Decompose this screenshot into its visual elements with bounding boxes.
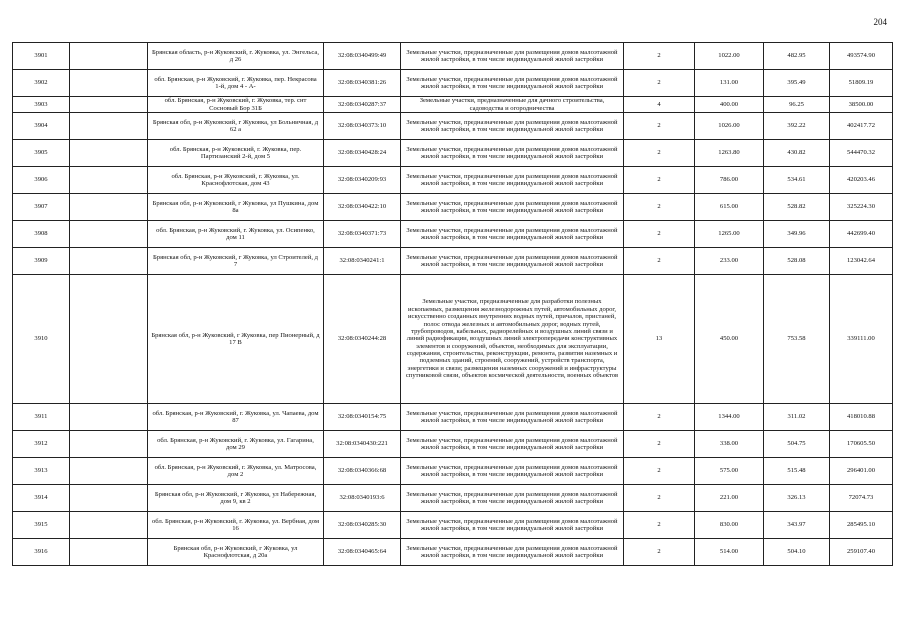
table-row (13, 43, 893, 70)
land-use-cell: Земельные участки, предназначенные для размещения домов малоэтажной жилой застройки, в том числе индивидуальной жилой застройки (401, 485, 624, 512)
land-use-cell: Земельные участки, предназначенные для размещения домов малоэтажной жилой застройки, в том числе индивидуальной жилой застройки (401, 512, 624, 539)
table-row (13, 485, 893, 512)
empty-cell (70, 431, 148, 458)
table-row (13, 167, 893, 194)
address-cell: обл. Брянская, р-н Жуковский, г. Жуковка, ул. Краснофлотская, дом 43 (148, 167, 324, 194)
row-number: 3907 (13, 194, 70, 221)
cadastral-number-cell: 32:08:0340285:30 (324, 512, 401, 539)
group-cell: 2 (624, 485, 695, 512)
rate-cell: 528.82 (764, 194, 830, 221)
rate-cell: 753.58 (764, 275, 830, 404)
cadastral-value-cell: 38500.00 (830, 97, 893, 113)
row-number: 3901 (13, 43, 70, 70)
empty-cell (70, 194, 148, 221)
table-row (13, 431, 893, 458)
empty-cell (70, 221, 148, 248)
land-use-cell: Земельные участки, предназначенные для разработки полезных ископаемых, размещения железнодорожных путей, автомобильных дорог, искусственно созданных внутренних водных путей, причалов, пристаней, полос отвода железных и автомобильных дорог, водных путей, трубопроводов, кабельных, радиорелейных и воздушных линий связи и линий радиофикации, воздушных линий электропередачи конструктивных элементов и сооружений, объектов, необходимых для эксплуатации, содержания, строительства, реконструкции, ремонта, развития наземных и подземных зданий, строений, сооружений, устройств транспорта, энергетики и связи; размещения наземных сооружений и инфраструктуры спутниковой связи, объектов космической деятельности, военных объектов (401, 275, 624, 404)
rate-cell: 504.10 (764, 539, 830, 566)
table-row (13, 194, 893, 221)
rate-cell: 395.49 (764, 70, 830, 97)
area-cell: 221.00 (695, 485, 764, 512)
group-cell: 2 (624, 539, 695, 566)
rate-cell: 326.13 (764, 485, 830, 512)
empty-cell (70, 404, 148, 431)
land-register-table (12, 42, 893, 566)
row-number: 3913 (13, 458, 70, 485)
address-cell: обл. Брянская, р-н Жуковский, г. Жуковка, ул. Осипенко, дом 11 (148, 221, 324, 248)
group-cell: 2 (624, 70, 695, 97)
cadastral-number-cell: 32:08:0340381:26 (324, 70, 401, 97)
cadastral-number-cell: 32:08:0340241:1 (324, 248, 401, 275)
cadastral-value-cell: 325224.30 (830, 194, 893, 221)
cadastral-value-cell: 418010.88 (830, 404, 893, 431)
group-cell: 2 (624, 248, 695, 275)
cadastral-value-cell: 493574.90 (830, 43, 893, 70)
table-row (13, 70, 893, 97)
table-row (13, 539, 893, 566)
cadastral-number-cell: 32:08:0340373:10 (324, 113, 401, 140)
row-number: 3903 (13, 97, 70, 113)
address-cell: Брянская обл, р-н Жуковский, г Жуковка, пер Пионерный, д 17 В (148, 275, 324, 404)
empty-cell (70, 512, 148, 539)
group-cell: 13 (624, 275, 695, 404)
table-row (13, 404, 893, 431)
row-number: 3905 (13, 140, 70, 167)
cadastral-value-cell: 442699.40 (830, 221, 893, 248)
cadastral-number-cell: 32:08:0340428:24 (324, 140, 401, 167)
area-cell: 450.00 (695, 275, 764, 404)
area-cell: 1265.00 (695, 221, 764, 248)
table-row (13, 140, 893, 167)
rate-cell: 311.02 (764, 404, 830, 431)
row-number: 3916 (13, 539, 70, 566)
land-use-cell: Земельные участки, предназначенные для размещения домов малоэтажной жилой застройки, в том числе индивидуальной жилой застройки (401, 221, 624, 248)
empty-cell (70, 248, 148, 275)
group-cell: 2 (624, 140, 695, 167)
cadastral-number-cell: 32:08:0340209:93 (324, 167, 401, 194)
rate-cell: 534.61 (764, 167, 830, 194)
group-cell: 2 (624, 404, 695, 431)
rate-cell: 392.22 (764, 113, 830, 140)
cadastral-value-cell: 72074.73 (830, 485, 893, 512)
table-row (13, 97, 893, 113)
rate-cell: 96.25 (764, 97, 830, 113)
empty-cell (70, 485, 148, 512)
area-cell: 1263.80 (695, 140, 764, 167)
land-use-cell: Земельные участки, предназначенные для размещения домов малоэтажной жилой застройки, в том числе индивидуальной жилой застройки (401, 70, 624, 97)
area-cell: 131.00 (695, 70, 764, 97)
area-cell: 786.00 (695, 167, 764, 194)
address-cell: обл. Брянская, р-н Жуковский, г. Жуковка, пер. Некрасова 1-й, дом 4 - А- (148, 70, 324, 97)
area-cell: 830.00 (695, 512, 764, 539)
table-row (13, 221, 893, 248)
empty-cell (70, 70, 148, 97)
address-cell: Брянская обл, р-н Жуковский, г Жуковка, ул Краснофлотская, д 20а (148, 539, 324, 566)
group-cell: 2 (624, 167, 695, 194)
row-number: 3914 (13, 485, 70, 512)
cadastral-number-cell: 32:08:0340465:64 (324, 539, 401, 566)
rate-cell: 482.95 (764, 43, 830, 70)
cadastral-number-cell: 32:08:0340371:73 (324, 221, 401, 248)
group-cell: 2 (624, 43, 695, 70)
address-cell: обл. Брянская, р-н Жуковский, г. Жуковка, ул. Чапаева, дом 87 (148, 404, 324, 431)
area-cell: 1022.00 (695, 43, 764, 70)
table-row (13, 248, 893, 275)
cadastral-value-cell: 123042.64 (830, 248, 893, 275)
empty-cell (70, 275, 148, 404)
cadastral-number-cell: 32:08:0340430:221 (324, 431, 401, 458)
cadastral-value-cell: 544470.32 (830, 140, 893, 167)
area-cell: 615.00 (695, 194, 764, 221)
land-use-cell: Земельные участки, предназначенные для размещения домов малоэтажной жилой застройки, в том числе индивидуальной жилой застройки (401, 43, 624, 70)
address-cell: обл. Брянская, р-н Жуковский, г. Жуковка, ул. Матросова, дом 2 (148, 458, 324, 485)
table-body (13, 43, 893, 566)
address-cell: обл. Брянская, р-н Жуковский, г. Жуковка, ул. Гагарина, дом 29 (148, 431, 324, 458)
address-cell: Брянская обл, р-н Жуковский, г Жуковка, ул Набережная, дом 9, кв 2 (148, 485, 324, 512)
area-cell: 233.00 (695, 248, 764, 275)
land-use-cell: Земельные участки, предназначенные для размещения домов малоэтажной жилой застройки, в том числе индивидуальной жилой застройки (401, 539, 624, 566)
group-cell: 4 (624, 97, 695, 113)
row-number: 3910 (13, 275, 70, 404)
cadastral-number-cell: 32:08:0340366:68 (324, 458, 401, 485)
land-use-cell: Земельные участки, предназначенные для размещения домов малоэтажной жилой застройки, в том числе индивидуальной жилой застройки (401, 404, 624, 431)
area-cell: 338.00 (695, 431, 764, 458)
empty-cell (70, 140, 148, 167)
cadastral-value-cell: 296401.00 (830, 458, 893, 485)
empty-cell (70, 97, 148, 113)
group-cell: 2 (624, 458, 695, 485)
land-use-cell: Земельные участки, предназначенные для размещения домов малоэтажной жилой застройки, в том числе индивидуальной жилой застройки (401, 248, 624, 275)
row-number: 3911 (13, 404, 70, 431)
area-cell: 575.00 (695, 458, 764, 485)
group-cell: 2 (624, 512, 695, 539)
address-cell: Брянская обл, р-н Жуковский, г Жуковка, ул Пушкина, дом 8а (148, 194, 324, 221)
table-row (13, 275, 893, 404)
cadastral-number-cell: 32:08:0340193:6 (324, 485, 401, 512)
cadastral-value-cell: 51809.19 (830, 70, 893, 97)
cadastral-value-cell: 402417.72 (830, 113, 893, 140)
row-number: 3902 (13, 70, 70, 97)
rate-cell: 528.08 (764, 248, 830, 275)
empty-cell (70, 43, 148, 70)
area-cell: 514.00 (695, 539, 764, 566)
row-number: 3912 (13, 431, 70, 458)
rate-cell: 349.96 (764, 221, 830, 248)
row-number: 3909 (13, 248, 70, 275)
cadastral-number-cell: 32:08:0340499:49 (324, 43, 401, 70)
cadastral-number-cell: 32:08:0340154:75 (324, 404, 401, 431)
address-cell: обл. Брянская, р-н Жуковский, г. Жуковка, тер. снт Сосновый Бор 31Б (148, 97, 324, 113)
rate-cell: 504.75 (764, 431, 830, 458)
empty-cell (70, 113, 148, 140)
land-use-cell: Земельные участки, предназначенные для размещения домов малоэтажной жилой застройки, в том числе индивидуальной жилой застройки (401, 458, 624, 485)
page-number: 204 (873, 17, 887, 27)
address-cell: Брянская обл, р-н Жуковский, г Жуковка, ул Строителей, д 7 (148, 248, 324, 275)
empty-cell (70, 167, 148, 194)
rate-cell: 515.48 (764, 458, 830, 485)
cadastral-value-cell: 170605.50 (830, 431, 893, 458)
cadastral-number-cell: 32:08:0340422:10 (324, 194, 401, 221)
cadastral-value-cell: 285495.10 (830, 512, 893, 539)
cadastral-number-cell: 32:08:0340287:37 (324, 97, 401, 113)
land-use-cell: Земельные участки, предназначенные для размещения домов малоэтажной жилой застройки, в том числе индивидуальной жилой застройки (401, 113, 624, 140)
empty-cell (70, 458, 148, 485)
land-use-cell: Земельные участки, предназначенные для размещения домов малоэтажной жилой застройки, в том числе индивидуальной жилой застройки (401, 140, 624, 167)
address-cell: Брянская область, р-н Жуковский, г. Жуковка, ул. Энгельса, д 26 (148, 43, 324, 70)
row-number: 3904 (13, 113, 70, 140)
land-use-cell: Земельные участки, предназначенные для размещения домов малоэтажной жилой застройки, в том числе индивидуальной жилой застройки (401, 431, 624, 458)
row-number: 3906 (13, 167, 70, 194)
area-cell: 1026.00 (695, 113, 764, 140)
cadastral-value-cell: 259107.40 (830, 539, 893, 566)
table-row (13, 458, 893, 485)
land-use-cell: Земельные участки, предназначенные для размещения домов малоэтажной жилой застройки, в том числе индивидуальной жилой застройки (401, 167, 624, 194)
empty-cell (70, 539, 148, 566)
area-cell: 400.00 (695, 97, 764, 113)
cadastral-value-cell: 339111.00 (830, 275, 893, 404)
rate-cell: 343.97 (764, 512, 830, 539)
group-cell: 2 (624, 221, 695, 248)
table-row (13, 113, 893, 140)
cadastral-value-cell: 420203.46 (830, 167, 893, 194)
address-cell: обл. Брянская, р-н Жуковский, г. Жуковка, пер. Партизанский 2-й, дом 5 (148, 140, 324, 167)
cadastral-number-cell: 32:08:0340244:28 (324, 275, 401, 404)
group-cell: 2 (624, 431, 695, 458)
table-row (13, 512, 893, 539)
area-cell: 1344.00 (695, 404, 764, 431)
rate-cell: 430.82 (764, 140, 830, 167)
address-cell: обл. Брянская, р-н Жуковский, г. Жуковка, ул. Вербная, дом 16 (148, 512, 324, 539)
group-cell: 2 (624, 113, 695, 140)
address-cell: Брянская обл, р-н Жуковский, г Жуковка, ул Больничная, д 62 а (148, 113, 324, 140)
row-number: 3915 (13, 512, 70, 539)
land-use-cell: Земельные участки, предназначенные для дачного строительства, садоводства и огородничества (401, 97, 624, 113)
row-number: 3908 (13, 221, 70, 248)
land-use-cell: Земельные участки, предназначенные для размещения домов малоэтажной жилой застройки, в том числе индивидуальной жилой застройки (401, 194, 624, 221)
group-cell: 2 (624, 194, 695, 221)
